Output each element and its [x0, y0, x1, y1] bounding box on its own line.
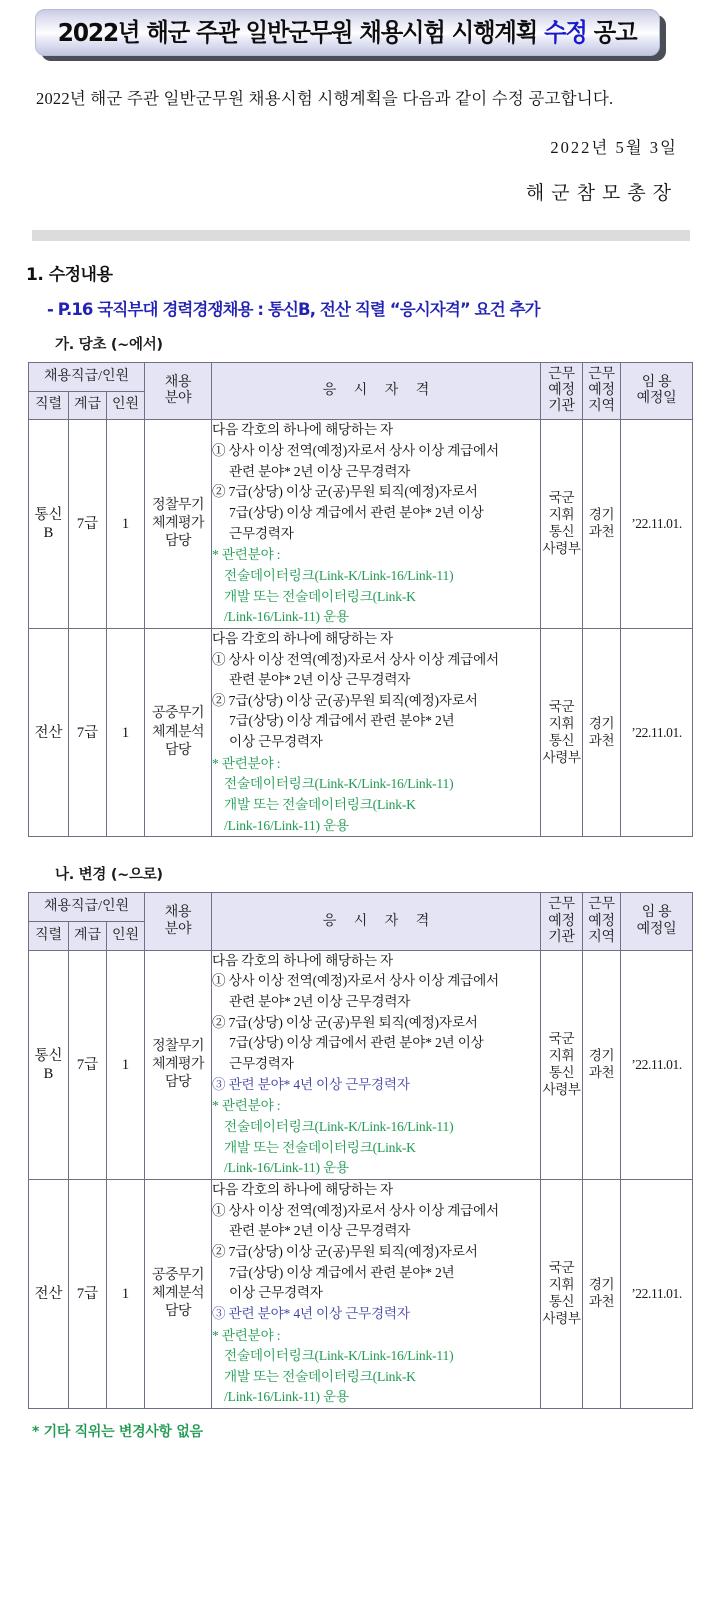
qual-note-line: /Link-16/Link-11) 운용	[224, 609, 349, 625]
header-grade: 계급	[69, 391, 107, 420]
header-group-rank: 채용직급/인원	[29, 893, 145, 922]
header-appoint-line1: 임 용	[641, 375, 672, 391]
qual-item-2-cont-a: 7급(상당) 이상 계급에서 관련 분야* 2년 이상	[229, 1035, 484, 1051]
qual-item-2-cont-b: 근무경력자	[229, 1055, 294, 1071]
qual-lead: 다음 각호의 하나에 해당하는 자	[212, 952, 393, 968]
qual-item-2: ② 7급(상당) 이상 군(공)무원 퇴직(예정)자로서	[212, 484, 478, 500]
qual-note-line: 전술데이터링크(Link-K/Link-16/Link-11)	[224, 1118, 454, 1134]
intro-paragraph: 2022년 해군 주관 일반군무원 채용시험 시행계획을 다음과 같이 수정 공고합니다.	[36, 89, 614, 108]
qual-note-line: /Link-16/Link-11) 운용	[224, 1389, 349, 1405]
issue-date: 2022년 5월 3일	[550, 138, 678, 157]
cell-field: 공중무기 체계분석 담당	[145, 628, 212, 837]
qual-note-line: /Link-16/Link-11) 운용	[224, 817, 349, 833]
cell-region: 경기 과천	[583, 950, 621, 1179]
qual-item-1-cont: 관련 분야* 2년 이상 근무경력자	[229, 1223, 411, 1239]
cell-appoint-date: ’22.11.01.	[621, 1179, 693, 1408]
header-count: 인원	[107, 391, 145, 420]
footnote: * 기타 직위는 변경사항 없음	[32, 1424, 203, 1441]
qual-note-line: 개발 또는 전술데이터링크(Link-K	[224, 1139, 416, 1155]
table-before-wrapper	[28, 362, 692, 837]
cell-org: 국군 지휘 통신 사령부	[541, 420, 583, 629]
qual-item-3-added: ③ 관련 분야* 4년 이상 근무경력자	[212, 1076, 410, 1092]
header-org: 근무 예정 기관	[541, 893, 583, 950]
section-subtitle: - P.16 국직부대 경력경쟁채용 : 통신B, 전산 직렬 “응시자격” 요건 추가	[47, 300, 540, 319]
cell-series: 전산	[29, 1179, 69, 1408]
cell-field: 공중무기 체계분석 담당	[145, 1179, 212, 1408]
header-field-line1: 채용	[164, 375, 192, 391]
cell-series: 전산	[29, 628, 69, 837]
cell-count: 1	[107, 628, 145, 837]
qual-item-1: ① 상사 이상 전역(예정)자로서 상사 이상 계급에서	[212, 973, 499, 989]
document-page	[0, 9, 720, 1605]
table-header-row-1	[29, 893, 693, 922]
header-field: 채용 분야	[145, 893, 212, 950]
qual-item-2-cont-b: 근무경력자	[229, 525, 294, 541]
cell-appoint-date: ’22.11.01.	[621, 420, 693, 629]
section-divider	[32, 230, 690, 241]
header-appoint-date	[621, 363, 693, 420]
banner-plate	[35, 9, 660, 56]
cell-region: 경기 과천	[583, 1179, 621, 1408]
cell-series: 통신 B	[29, 420, 69, 629]
qual-lead: 다음 각호의 하나에 해당하는 자	[212, 1181, 393, 1197]
qual-note-line: 전술데이터링크(Link-K/Link-16/Link-11)	[224, 567, 454, 583]
qual-note-head: * 관련분야 :	[212, 547, 281, 563]
qual-item-1: ① 상사 이상 전역(예정)자로서 상사 이상 계급에서	[212, 651, 499, 667]
table-row	[29, 420, 693, 629]
qual-item-1: ① 상사 이상 전역(예정)자로서 상사 이상 계급에서	[212, 442, 499, 458]
qual-note-line: /Link-16/Link-11) 운용	[224, 1160, 349, 1176]
qual-item-1-cont: 관련 분야* 2년 이상 근무경력자	[229, 994, 411, 1009]
header-region-line1: 근무	[588, 367, 615, 382]
cell-appoint-date: ’22.11.01.	[621, 628, 693, 837]
title-part2: 공고	[587, 18, 637, 47]
cell-region: 경기 과천	[583, 420, 621, 629]
cell-org: 국군 지휘 통신 사령부	[541, 950, 583, 1179]
qual-item-1-cont: 관련 분야* 2년 이상 근무경력자	[229, 463, 411, 479]
table-before	[28, 362, 693, 837]
qual-item-2-cont-a: 7급(상당) 이상 계급에서 관련 분야* 2년 이상	[229, 504, 484, 520]
signer: 해군참모총장	[525, 183, 678, 204]
header-series: 직렬	[29, 391, 69, 420]
header-org-line1: 근무	[548, 367, 575, 382]
subsection-after-label: 나. 변경 (~으로)	[55, 867, 163, 884]
cell-field: 정찰무기 체계평가 담당	[145, 420, 212, 629]
header-region-line2: 예정	[588, 383, 615, 399]
qual-item-1-cont: 관련 분야* 2년 이상 근무경력자	[229, 672, 411, 688]
qual-note-line: 전술데이터링크(Link-K/Link-16/Link-11)	[224, 776, 454, 792]
cell-org: 국군 지휘 통신 사령부	[541, 1179, 583, 1408]
cell-grade: 7급	[69, 628, 107, 837]
cell-field: 정찰무기 체계평가 담당	[145, 950, 212, 1179]
table-after-wrapper	[28, 892, 692, 1409]
cell-qualification	[212, 1179, 541, 1408]
cell-org: 국군 지휘 통신 사령부	[541, 628, 583, 837]
header-appoint-date: 임 용 예정일	[621, 893, 693, 950]
header-field	[145, 363, 212, 420]
qual-item-2-cont-a: 7급(상당) 이상 계급에서 관련 분야* 2년	[229, 713, 455, 729]
qual-item-2-cont-a: 7급(상당) 이상 계급에서 관련 분야* 2년	[229, 1264, 455, 1280]
header-count: 인원	[107, 922, 145, 951]
page-title	[58, 20, 637, 45]
cell-qualification	[212, 628, 541, 837]
header-group-rank: 채용직급/인원	[29, 363, 145, 392]
header-qualification: 응 시 자 격	[212, 363, 541, 420]
qual-item-2: ② 7급(상당) 이상 군(공)무원 퇴직(예정)자로서	[212, 1243, 478, 1259]
qual-item-2: ② 7급(상당) 이상 군(공)무원 퇴직(예정)자로서	[212, 1014, 478, 1030]
table-header-row-1	[29, 363, 693, 392]
header-org	[541, 363, 583, 420]
qual-note-line: 개발 또는 전술데이터링크(Link-K	[224, 1368, 416, 1384]
header-grade: 계급	[69, 922, 107, 951]
cell-series: 통신 B	[29, 950, 69, 1179]
cell-qualification	[212, 950, 541, 1179]
subsection-before-label: 가. 당초 (~에서)	[55, 337, 163, 353]
header-field-line2: 분야	[164, 391, 192, 407]
qual-item-2-cont-b: 이상 근무경력자	[229, 734, 323, 750]
cell-count: 1	[107, 420, 145, 629]
cell-grade: 7급	[69, 420, 107, 629]
cell-grade: 7급	[69, 1179, 107, 1408]
qual-note-line: 전술데이터링크(Link-K/Link-16/Link-11)	[224, 1348, 454, 1364]
header-appoint-line2: 예정일	[636, 391, 677, 407]
header-region: 근무 예정 지역	[583, 893, 621, 950]
cell-grade: 7급	[69, 950, 107, 1179]
qual-item-2: ② 7급(상당) 이상 군(공)무원 퇴직(예정)자로서	[212, 692, 478, 708]
header-qualification: 응 시 자 격	[212, 893, 541, 950]
cell-count: 1	[107, 950, 145, 1179]
qual-note-line: 개발 또는 전술데이터링크(Link-K	[224, 797, 416, 813]
header-series: 직렬	[29, 922, 69, 951]
cell-qualification	[212, 420, 541, 629]
header-org-line3: 기관	[548, 399, 575, 415]
qual-item-3-added: ③ 관련 분야* 4년 이상 근무경력자	[212, 1305, 410, 1321]
qual-item-2-cont-b: 이상 근무경력자	[229, 1285, 323, 1301]
qual-item-1: ① 상사 이상 전역(예정)자로서 상사 이상 계급에서	[212, 1202, 499, 1218]
header-region-line3: 지역	[588, 399, 615, 415]
qual-lead: 다음 각호의 하나에 해당하는 자	[212, 422, 393, 438]
header-region	[583, 363, 621, 420]
qual-note-head: * 관련분야 :	[212, 1327, 281, 1343]
title-part1: 2022년 해군 주관 일반군무원 채용시험 시행계획	[58, 18, 545, 47]
table-after	[28, 892, 693, 1409]
table-after-body	[29, 950, 693, 1408]
qual-lead: 다음 각호의 하나에 해당하는 자	[212, 630, 393, 646]
title-highlight: 수정	[544, 18, 588, 47]
cell-count: 1	[107, 1179, 145, 1408]
qual-note-head: * 관련분야 :	[212, 755, 281, 771]
table-row	[29, 1179, 693, 1408]
cell-region: 경기 과천	[583, 628, 621, 837]
table-before-body	[29, 420, 693, 837]
title-banner	[35, 9, 660, 59]
header-org-line2: 예정	[548, 383, 575, 399]
qual-note-line: 개발 또는 전술데이터링크(Link-K	[224, 588, 416, 604]
section-number: 1. 수정내용	[26, 265, 113, 285]
table-row	[29, 950, 693, 1179]
cell-appoint-date: ’22.11.01.	[621, 950, 693, 1179]
qual-note-head: * 관련분야 :	[212, 1098, 281, 1114]
table-row	[29, 628, 693, 837]
